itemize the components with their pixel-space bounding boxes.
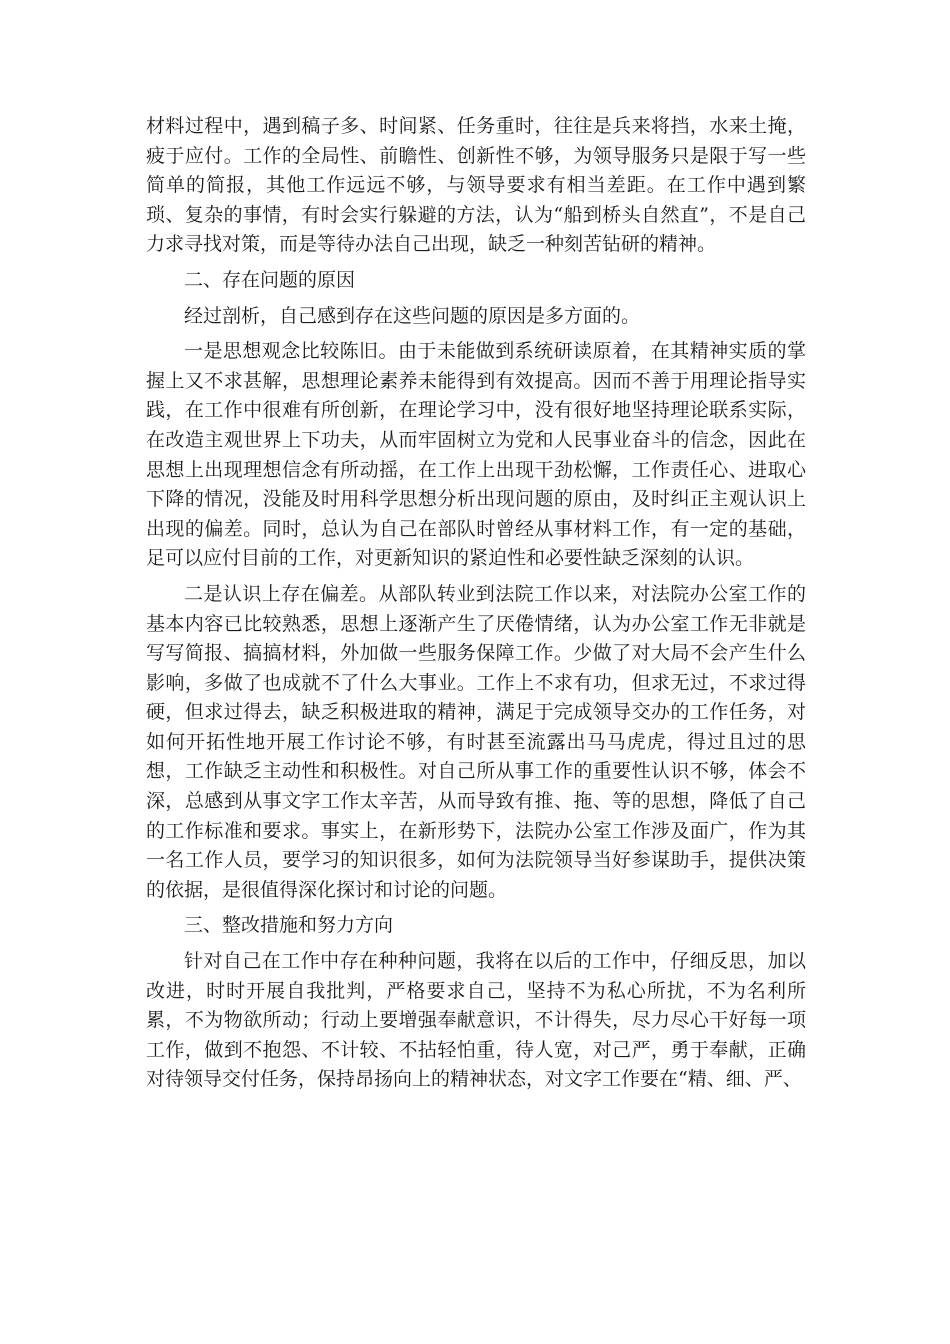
paragraph-measures: 针对自己在工作中存在种种问题，我将在以后的工作中，仔细反思，加以改进，时时开展自我批判，严格要求自己，坚持不为私心所扰，不为名利所累，不为物欲所动；行动上要增强奉献意识，不计得失，尽力尽心干好每一项工作，做到不抱怨、不计较、不拈轻怕重，待人宽，对己严，勇于奉献，正确对待领导交付任务，保持昂扬向上的精神状态，对文字工作要在“精、细、严、 (146, 950, 806, 1091)
section-heading-measures: 三、整改措施和努力方向 (184, 914, 394, 937)
section-heading-causes: 二、存在问题的原因 (184, 268, 356, 291)
paragraph-analysis-intro: 经过剖析，自己感到存在这些问题的原因是多方面的。 (184, 304, 641, 327)
paragraph-continuation: 材料过程中，遇到稿子多、时间紧、任务重时，往往是兵来将挡，水来土掩，疲于应付。工作的全局性、前瞻性、创新性不够，为领导服务只是限于写一些简单的简报，其他工作远远不够，与领导要求有相当差距。在工作中遇到繁琐、复杂的事情，有时会实行躲避的方法，认为“船到桥头自然直”，不是自己力求寻找对策，而是等待办法自己出现，缺乏一种刻苦钻研的精神。 (146, 115, 806, 256)
paragraph-cause-one: 一是思想观念比较陈旧。由于未能做到系统研读原着，在其精神实质的掌握上又不求甚解，思想理论素养未能得到有效提高。因而不善于用理论指导实践，在工作中很难有所创新，在理论学习中，没有很好地坚持理论联系实际，在改造主观世界上下功夫，从而牢固树立为党和人民事业奋斗的信念，因此在思想上出现理想信念有所动摇，在工作上出现干劲松懈，工作责任心、进取心下降的情况，没能及时用科学思想分析出现问题的原由，及时纠正主观认识上出现的偏差。同时，总认为自己在部队时曾经从事材料工作，有一定的基础，足可以应付目前的工作，对更新知识的紧迫性和必要性缺乏深刻的认识。 (146, 340, 806, 570)
document-page (146, 112, 806, 1101)
paragraph-cause-two: 二是认识上存在偏差。从部队转业到法院工作以来，对法院办公室工作的基本内容已比较熟悉，思想上逐渐产生了厌倦情绪，认为办公室工作无非就是写写简报、搞搞材料，外加做一些服务保障工作。少做了对大局不会产生什么影响，多做了也成就不了什么大事业。工作上不求有功，但求无过，不求过得硬，但求过得去，缺乏积极进取的精神，满足于完成领导交办的工作任务，对如何开拓性地开展工作讨论不够，有时甚至流露出马马虎虎，得过且过的思想，工作缺乏主动性和积极性。对自己所从事工作的重要性认识不够，体会不深，总感到从事文字工作太辛苦，从而导致有推、拖、等的思想，降低了自己的工作标准和要求。事实上，在新形势下，法院办公室工作涉及面广，作为其一名工作人员，要学习的知识很多，如何为法院领导当好参谋助手，提供决策的依据，是很值得深化探讨和讨论的问题。 (146, 582, 806, 901)
